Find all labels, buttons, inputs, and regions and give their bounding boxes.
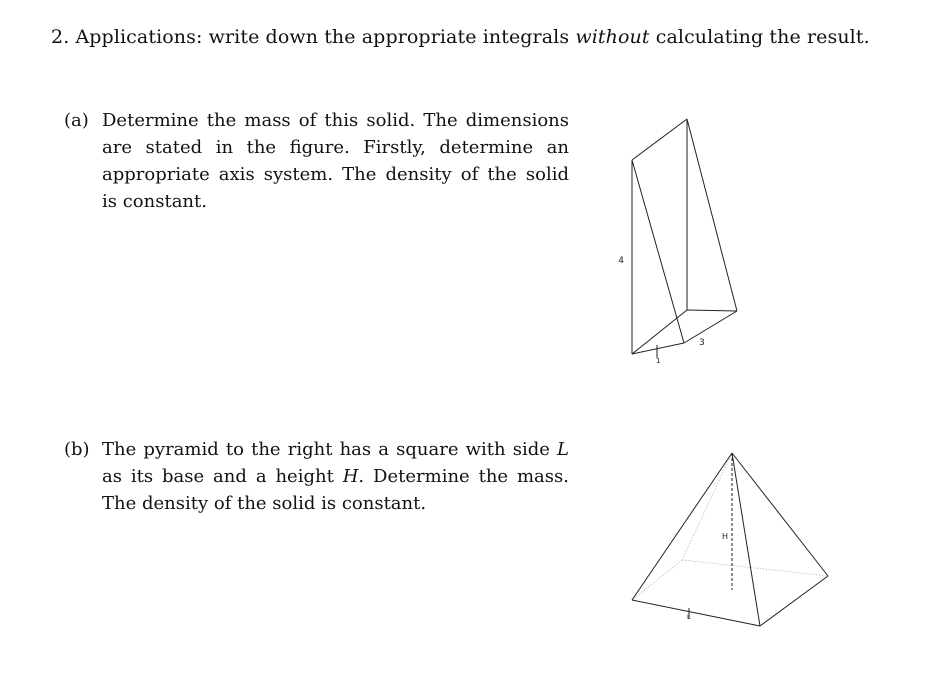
problem-heading	[51, 26, 870, 48]
part-b-line-2-text-b: . Determine the mass.	[358, 466, 569, 487]
pyramid-dim-height: H	[722, 532, 729, 541]
pyramid-figure	[620, 440, 840, 640]
part-a-text	[102, 107, 569, 215]
pyramid-edge-right	[732, 453, 828, 576]
prism-edge-base-right	[684, 311, 737, 343]
part-b-line-3: The density of the solid is constant.	[102, 493, 427, 514]
pyramid-edge-left	[632, 453, 732, 600]
pyramid-edge-front	[732, 453, 760, 626]
part-b-line-2	[102, 463, 569, 490]
prism-dim-depth: 3	[699, 338, 705, 348]
heading-text-before: Applications: write down the appropriate integrals	[75, 26, 576, 48]
part-a	[64, 107, 569, 215]
problem-number: 2.	[51, 26, 70, 48]
prism-edge-slant-right	[687, 119, 737, 311]
part-b-line-2-text-a: as its base and a height	[102, 466, 343, 487]
part-b-side-variable: L	[557, 439, 569, 460]
part-a-line-3: appropriate axis system. The density of the solid	[102, 164, 569, 185]
prism-dim-height: 4	[618, 256, 624, 266]
prism-edge-base-left	[632, 310, 687, 354]
pyramid-base-front-left	[632, 600, 760, 626]
part-b-text	[102, 436, 569, 517]
prism-edge-base-front	[632, 343, 684, 354]
pyramid-hidden-edge-back-left	[632, 560, 682, 600]
part-b-line-1-text: The pyramid to the right has a square with side	[102, 439, 558, 460]
pyramid-hidden-edge-back-right	[682, 560, 828, 576]
prism-edge-base-back	[687, 310, 737, 311]
pyramid-dim-side: L	[687, 614, 691, 621]
heading-emphasis: without	[575, 26, 650, 48]
part-b	[64, 436, 569, 517]
part-a-line-2: are stated in the figure. Firstly, determine an	[102, 137, 569, 158]
prism-edge-top	[632, 119, 687, 160]
prism-figure	[610, 105, 750, 375]
prism-edge-slant-front	[632, 160, 684, 343]
heading-text-after: calculating the result.	[649, 26, 870, 48]
prism-dim-width: 1	[656, 357, 661, 365]
part-a-label: (a)	[64, 110, 89, 131]
part-b-height-variable: H	[342, 466, 359, 487]
part-a-line-4: is constant.	[102, 191, 207, 212]
part-b-line-1	[102, 436, 569, 463]
part-a-line-1: Determine the mass of this solid. The dimensions	[102, 110, 569, 131]
pyramid-base-front-right	[760, 576, 828, 626]
pyramid-hidden-lateral-edge	[682, 453, 732, 560]
part-b-label: (b)	[64, 439, 90, 460]
